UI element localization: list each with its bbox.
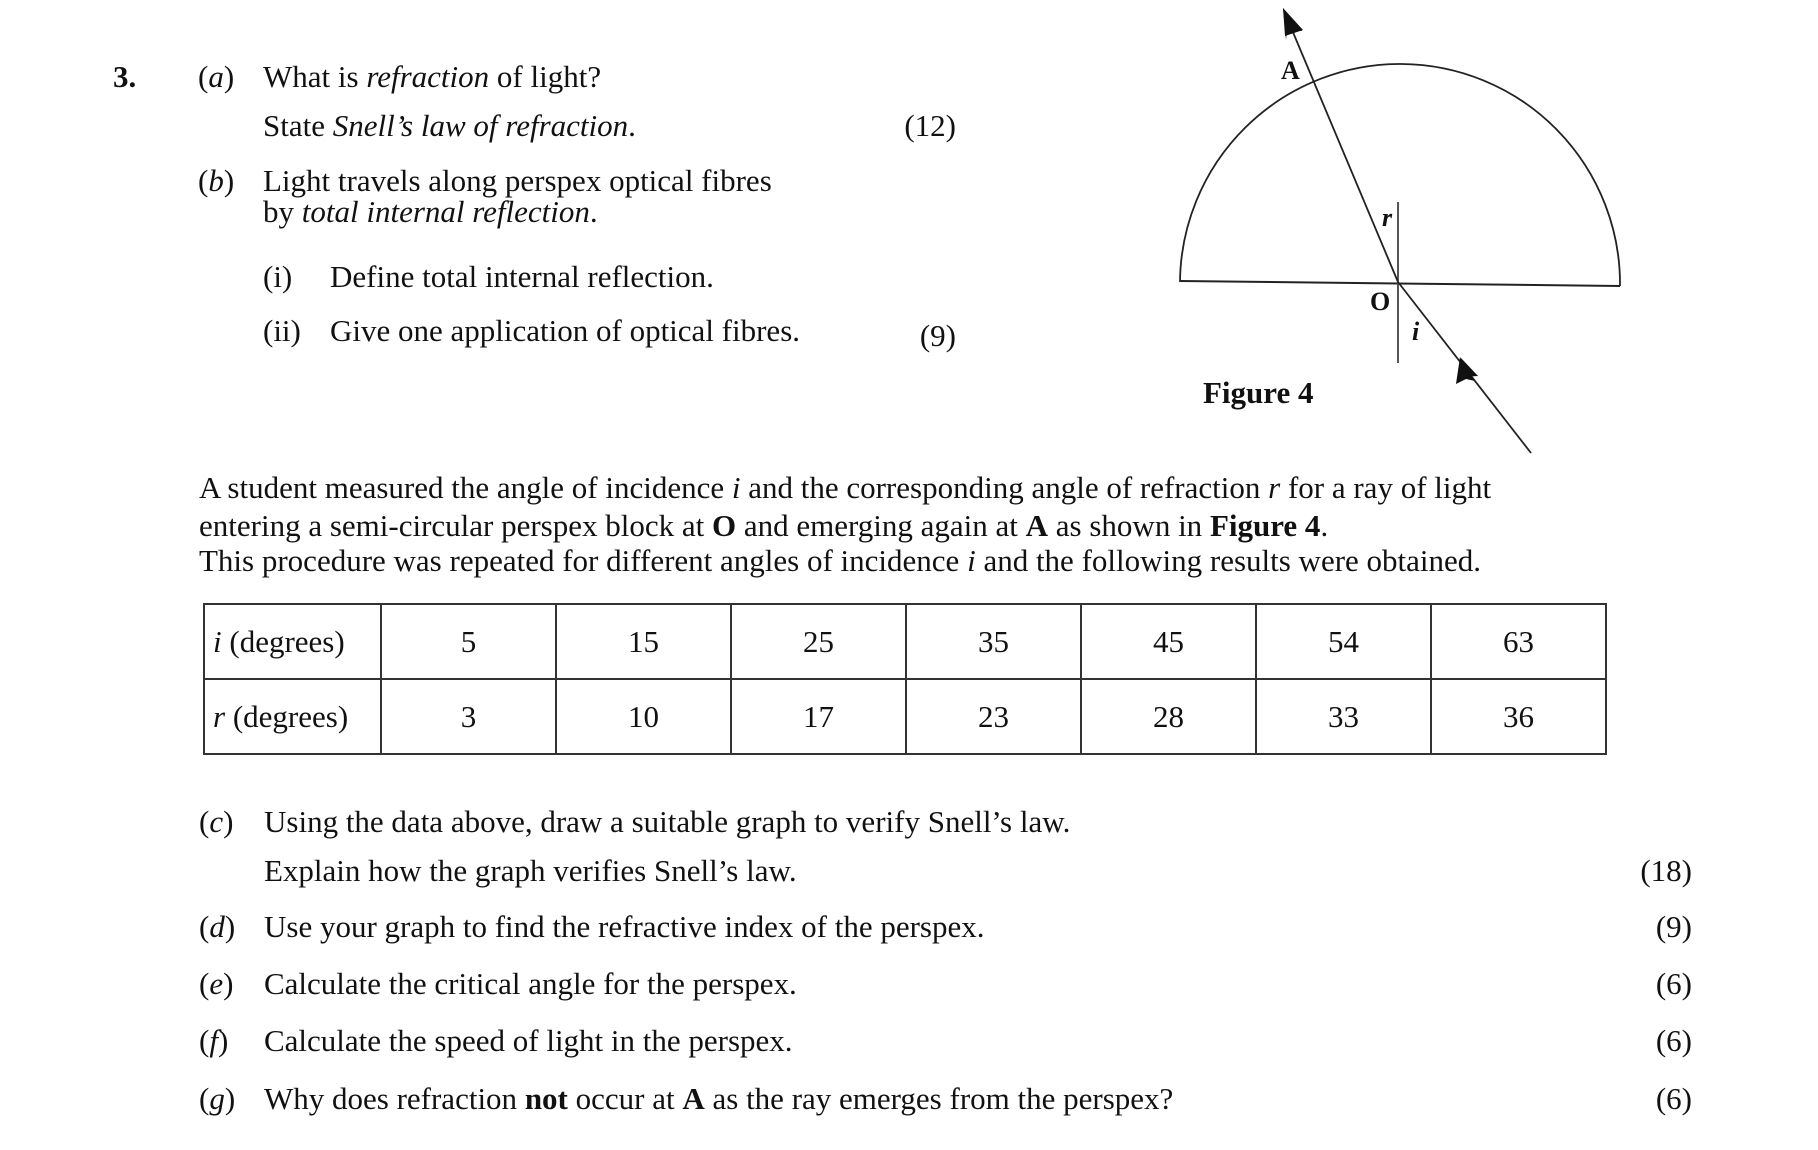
table-cell: 17 [731, 679, 906, 754]
part-e-marks: (6) [1655, 966, 1692, 1001]
table-cell: 33 [1256, 679, 1431, 754]
table-cell: 5 [381, 604, 556, 679]
text: by [263, 194, 302, 229]
part-b-line1: Light travels along perspex optical fibres [263, 163, 772, 198]
point-O: O [712, 508, 737, 543]
part-b-i-label: (i) [263, 259, 293, 294]
intro-line2 [199, 510, 1328, 541]
text: entering a semi-circular perspex block at [199, 508, 712, 543]
variable-i: i [731, 470, 741, 505]
table-cell: 63 [1431, 604, 1606, 679]
text: of light? [489, 59, 602, 94]
part-e-text: Calculate the critical angle for the perspex. [264, 966, 797, 1001]
table-row-refraction [204, 679, 1606, 754]
unit: (degrees) [221, 623, 345, 659]
emphasis-not: not [524, 1081, 568, 1116]
part-letter: b [208, 163, 224, 198]
table-cell: 45 [1081, 604, 1256, 679]
semicircle-arc [1180, 64, 1620, 286]
point-A: A [682, 1081, 705, 1116]
emphasis: total internal reflection [301, 194, 590, 229]
part-a-marks: (12) [904, 108, 956, 143]
part-b-i-text: Define total internal reflection. [330, 259, 714, 294]
part-letter: c [209, 804, 224, 839]
row-header-r [204, 679, 381, 754]
text: What is [263, 59, 367, 94]
text: . [589, 194, 598, 229]
variable-r: r [213, 698, 226, 734]
variable-i: i [213, 623, 222, 659]
part-c-line2: Explain how the graph verifies Snell’s law. [264, 853, 797, 888]
table-cell: 15 [556, 604, 731, 679]
table-cell: 28 [1081, 679, 1256, 754]
variable-r: r [1268, 470, 1281, 505]
results-table [203, 603, 1607, 755]
emphasis: refraction [366, 59, 490, 94]
variable-i: i [967, 543, 976, 578]
part-letter: g [209, 1081, 225, 1116]
part-letter: e [209, 966, 224, 1001]
text: . [1320, 508, 1329, 543]
figure-label-O: O [1370, 287, 1391, 316]
table-cell: 10 [556, 679, 731, 754]
figure-4-diagram [0, 0, 1818, 480]
paren-close: ) [223, 59, 235, 94]
part-letter: d [209, 909, 225, 944]
part-letter: f [209, 1023, 218, 1058]
part-c-line1: Using the data above, draw a suitable graph to verify Snell’s law. [264, 804, 1071, 839]
part-d-marks: (9) [1655, 909, 1692, 944]
paren-open: ( [198, 59, 209, 94]
figure-label-i: i [1412, 317, 1420, 346]
part-b-ii-text: Give one application of optical fibres. [330, 313, 801, 348]
text: State [263, 108, 333, 143]
text: Why does refraction [264, 1081, 525, 1116]
part-c-label: (c) [199, 804, 234, 839]
paren-close: ) [223, 163, 235, 198]
part-d-text: Use your graph to find the refractive index of the perspex. [264, 909, 985, 944]
table-cell: 3 [381, 679, 556, 754]
figure-label-r: r [1382, 203, 1393, 232]
text: This procedure was repeated for different angles of incidence [199, 543, 968, 578]
paren-open: ( [198, 163, 209, 198]
table-cell: 23 [906, 679, 1081, 754]
refracted-ray [1287, 18, 1398, 282]
point-A: A [1025, 508, 1049, 543]
text: as shown in [1048, 508, 1210, 543]
text: for a ray of light [1280, 470, 1492, 505]
part-f-text: Calculate the speed of light in the perspex. [264, 1023, 793, 1058]
part-b-marks: (9) [919, 318, 956, 353]
table-cell: 35 [906, 604, 1081, 679]
row-header-i [204, 604, 381, 679]
part-g-text [264, 1083, 1173, 1114]
text: and the corresponding angle of refraction [740, 470, 1269, 505]
table-cell: 25 [731, 604, 906, 679]
text: as the ray emerges from the perspex? [704, 1081, 1174, 1116]
part-f-marks: (6) [1655, 1023, 1692, 1058]
text: and the following results were obtained. [975, 543, 1482, 578]
text: A student measured the angle of incidence [199, 470, 732, 505]
text: occur at [567, 1081, 683, 1116]
table-row-incidence [204, 604, 1606, 679]
part-letter: a [208, 59, 224, 94]
part-f-label: (f) [199, 1023, 229, 1058]
figure-label-A: A [1281, 56, 1300, 85]
figure-reference: Figure 4 [1209, 508, 1321, 543]
incident-arrowhead-icon [1461, 358, 1478, 377]
intro-line3 [199, 545, 1481, 576]
text: . [628, 108, 636, 143]
figure-caption: Figure 4 [1203, 375, 1314, 410]
part-b-ii-label: (ii) [263, 313, 301, 348]
intro-line1 [199, 472, 1491, 503]
refracted-arrowhead-fill [1283, 8, 1303, 36]
part-g-label: (g) [199, 1081, 236, 1116]
text: and emerging again at [736, 508, 1026, 543]
part-g-marks: (6) [1655, 1081, 1692, 1116]
part-d-label: (d) [199, 909, 236, 944]
part-c-marks: (18) [1640, 853, 1692, 888]
part-e-label: (e) [199, 966, 234, 1001]
table-cell: 54 [1256, 604, 1431, 679]
unit: (degrees) [225, 698, 349, 734]
emphasis: Snell’s law of refraction [332, 108, 629, 143]
question-number: 3. [113, 59, 137, 94]
table-cell: 36 [1431, 679, 1606, 754]
